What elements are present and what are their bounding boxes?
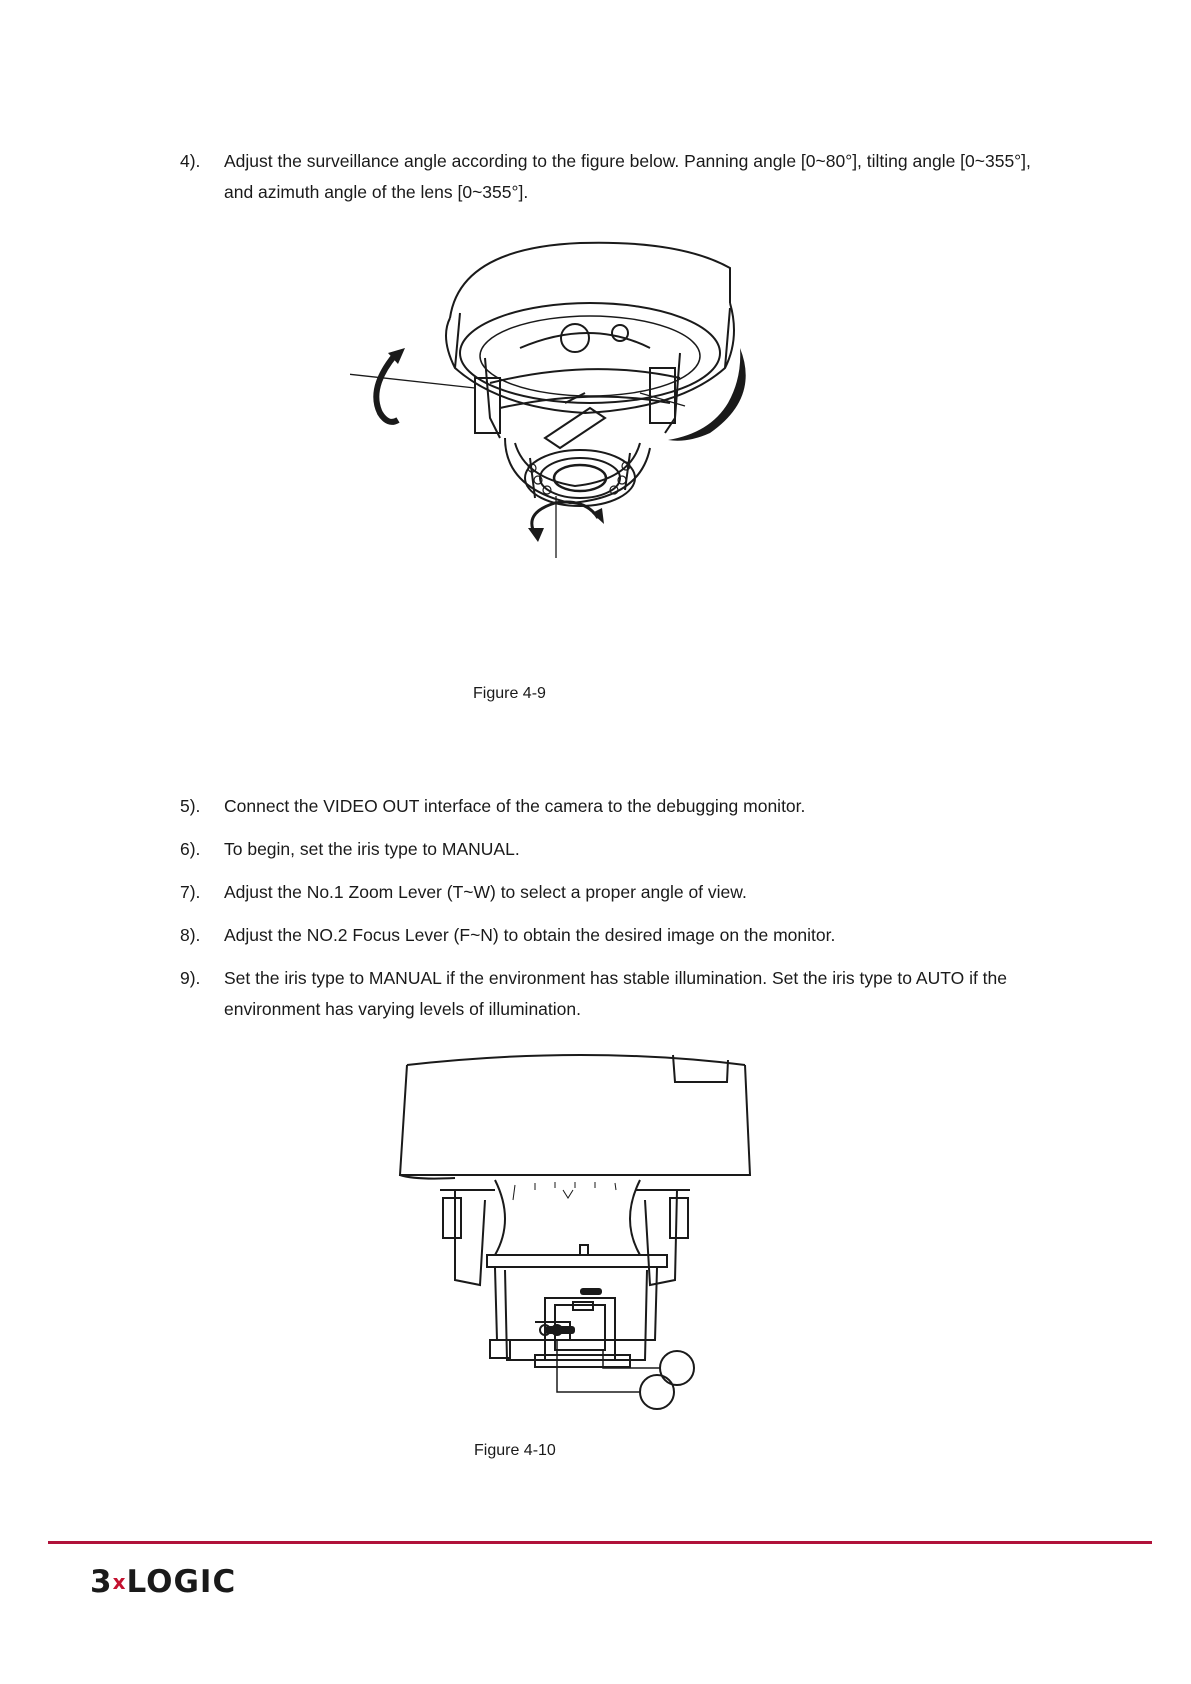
step-text: Set the iris type to MANUAL if the environment has stable illumination. Set the iris type to AUTO if the environment has varying levels of illumination. bbox=[224, 968, 1008, 1019]
logo-prefix: 3 bbox=[90, 1564, 113, 1600]
figure-4-10-lever-diagram bbox=[395, 1040, 775, 1410]
step-number: 7). bbox=[180, 882, 201, 902]
footer-divider bbox=[48, 1541, 1152, 1544]
brand-logo bbox=[90, 1564, 236, 1600]
step-number: 9). bbox=[180, 968, 201, 988]
step-8 bbox=[180, 920, 1060, 951]
step-number: 6). bbox=[180, 839, 201, 859]
step-number: 8). bbox=[180, 925, 201, 945]
step-4 bbox=[180, 146, 1060, 208]
step-5 bbox=[180, 791, 1060, 822]
step-number: 4). bbox=[180, 151, 201, 171]
step-text: Adjust the No.1 Zoom Lever (T~W) to select a proper angle of view. bbox=[224, 882, 747, 902]
logo-suffix: LOGIC bbox=[126, 1564, 237, 1600]
step-text: Connect the VIDEO OUT interface of the camera to the debugging monitor. bbox=[224, 796, 806, 816]
step-6 bbox=[180, 834, 1060, 865]
figure-4-10-caption: Figure 4-10 bbox=[474, 1442, 556, 1459]
figure-4-9-caption: Figure 4-9 bbox=[473, 685, 546, 702]
step-text: Adjust the surveillance angle according to the figure below. Panning angle [0~80°], tilting angle [0~355°], and azimuth angle of the lens [0~355°]. bbox=[224, 151, 1031, 202]
step-number: 5). bbox=[180, 796, 201, 816]
step-7 bbox=[180, 877, 1060, 908]
step-text: To begin, set the iris type to MANUAL. bbox=[224, 839, 520, 859]
step-text: Adjust the NO.2 Focus Lever (F~N) to obtain the desired image on the monitor. bbox=[224, 925, 836, 945]
figure-4-9-camera-diagram bbox=[350, 228, 820, 608]
logo-x: x bbox=[112, 1570, 127, 1594]
step-9 bbox=[180, 963, 1060, 1025]
